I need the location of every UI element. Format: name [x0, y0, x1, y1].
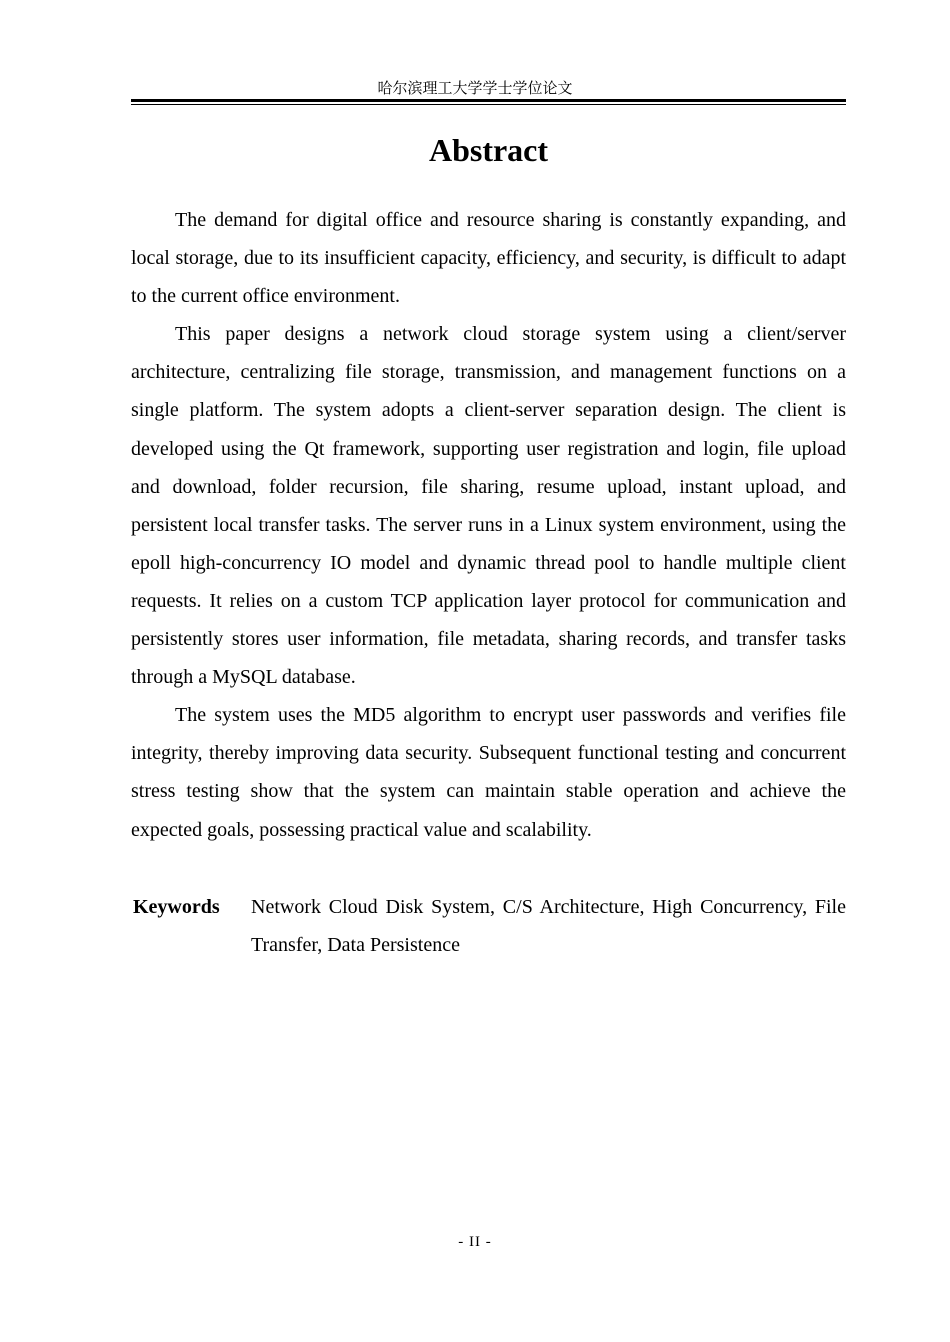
- keywords-text: Network Cloud Disk System, C/S Architecture, High Concurrency, File Transfer, Data Persistence: [251, 896, 846, 956]
- abstract-title: Abstract: [428, 132, 549, 168]
- abstract-paragraph-1: The demand for digital office and resource sharing is constantly expanding, and local storage, due to its insufficient capacity, efficiency, and security, is difficult to adapt to the current office environment.: [131, 209, 846, 308]
- running-header: 哈尔滨理工大学学士学位论文: [377, 79, 573, 97]
- header-rule-thin: [131, 104, 846, 105]
- abstract-body: [131, 201, 846, 849]
- abstract-paragraph-2: This paper designs a network cloud storage system using a client/server architecture, centralizing file storage, transmission, and management functions on a single platform. The system adopts a client-server separation design. The client is developed using the Qt framework, supporting user registration and login, file upload and download, folder recursion, file sharing, resume upload, instant upload, and persistent local transfer tasks. The server runs in a Linux system environment, using the epoll high-concurrency IO model and dynamic thread pool to handle multiple client requests. It relies on a custom TCP application layer protocol for communication and persistently stores user information, file metadata, sharing records, and transfer tasks through a MySQL database.: [131, 323, 846, 689]
- keywords-label: Keywords: [133, 896, 220, 918]
- page-number: - II -: [458, 1234, 492, 1250]
- abstract-paragraph-3: The system uses the MD5 algorithm to encrypt user passwords and verifies file integrity, thereby improving data security. Subsequent functional testing and concurrent stress testing show that the system can maintain stable operation and achieve the expected goals, possessing practical value and scalability.: [131, 704, 846, 841]
- keywords-section: [131, 888, 846, 964]
- header-rule-thick: [131, 99, 846, 102]
